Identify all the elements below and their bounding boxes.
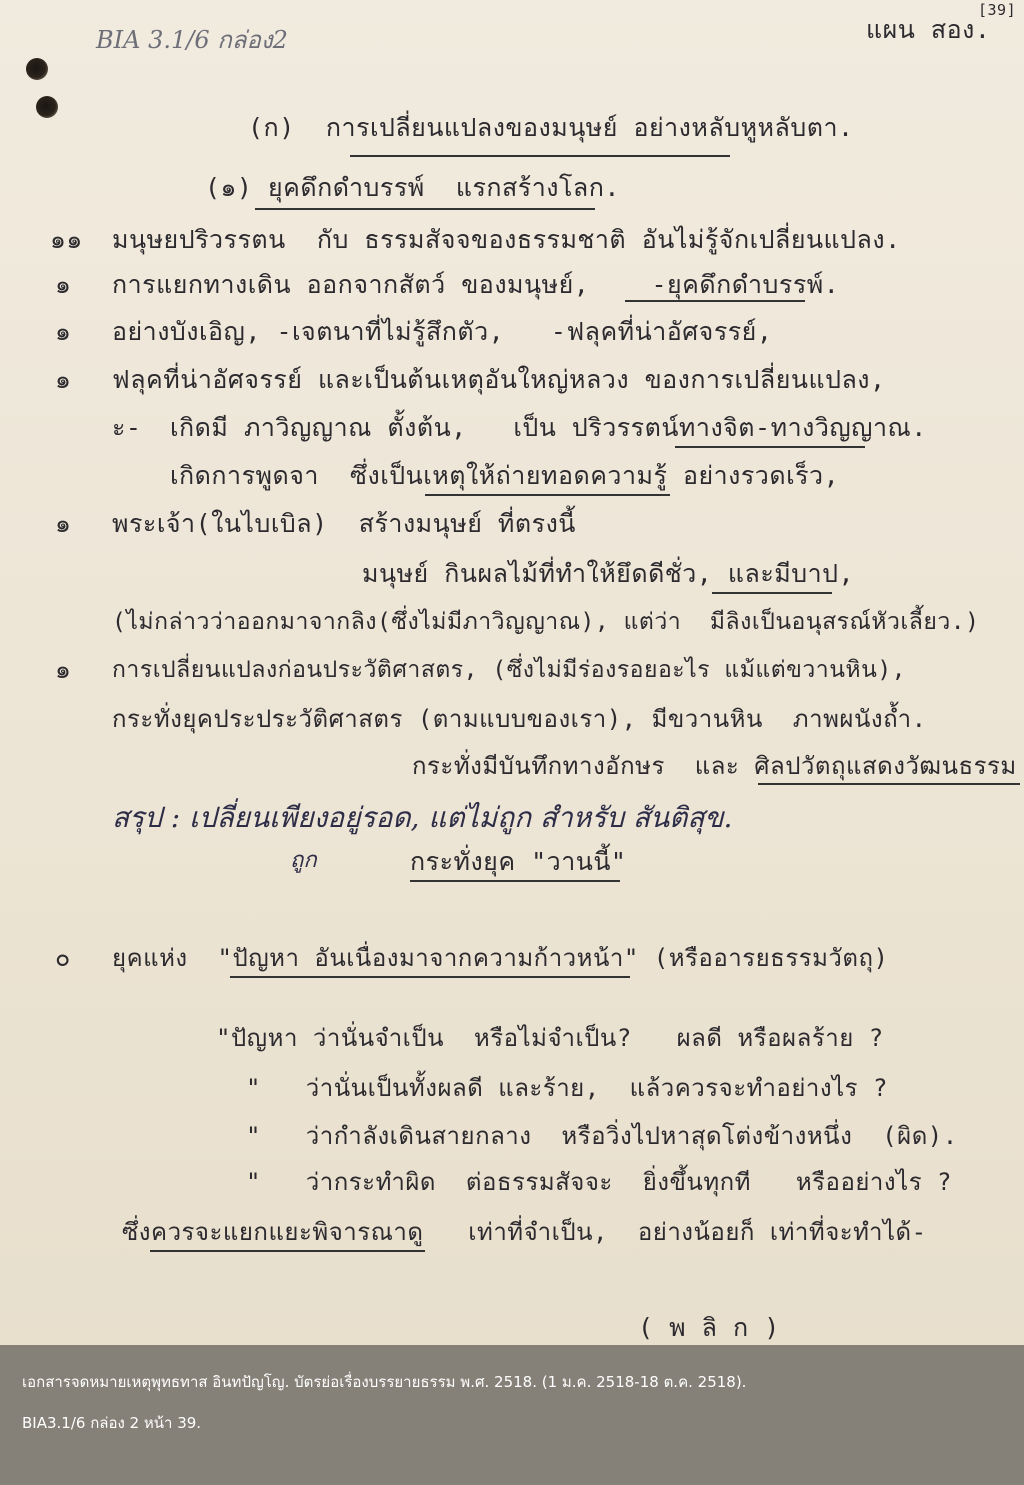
text-line: กระทั่งยุคประประวัติศาสตร (ตามแบบของเรา), มีขวานหิน ภาพผนังถ้ำ. [112,705,927,733]
section-subtitle: (๑) ยุคดึกดำบรรพ์ แรกสร้างโลก. [205,173,620,202]
caption-line: เอกสารจดหมายเหตุพุทธทาส อินทปัญโญ. บัตรย่อเรื่องบรรยายธรรม พ.ศ. 2518. (1 ม.ค. 2518-18 ต.ค. 2518). [22,1373,747,1391]
text-line: เกิดการพูดจา ซึ่งเป็นเหตุให้ถ่ายทอดความรู้ อย่างรวดเร็ว, [170,461,840,490]
page-number: [39] [978,1,1017,19]
line-mark: ๑ [55,270,72,299]
archive-caption [0,1345,1024,1485]
turn-page-note: ( พ ลิ ก ) [638,1313,780,1342]
underline [712,592,832,594]
question-line: "ปัญหา ว่านั่นจำเป็น หรือไม่จำเป็น? ผลดี หรือผลร้าย ? [216,1024,884,1052]
handwritten-correction: ถูก [290,848,317,873]
question-line: " ว่านั่นเป็นทั้งผลดี และร้าย, แล้วควรจะทำอย่างไร ? [246,1074,888,1102]
line-mark: ะ- [112,413,142,442]
underline [425,494,670,496]
line-mark: ๑ [55,365,72,394]
text-line: ยุคแห่ง "ปัญหา อันเนื่องมาจากความก้าวหน้า" (หรืออารยธรรมวัตถุ) [112,944,889,972]
page-label: แผน สอง. [866,15,991,44]
text-line: เกิดมี ภาวิญญาณ ตั้งต้น, เป็น ปริวรรตน์ทางจิต-ทางวิญญาณ. [170,413,927,442]
text-line: อย่างบังเอิญ, -เจตนาที่ไม่รู้สึกตัว, -ฟลุคที่น่าอัศจรรย์, [112,317,773,346]
text-line: มนุษย์ กินผลไม้ที่ทำให้ยึดดีชั่ว, และมีบาป, [362,559,855,588]
caption-reference: BIA3.1/6 กล่อง 2 หน้า 39. [22,1414,202,1432]
title-underline [350,155,730,157]
punch-hole [36,96,58,118]
underline [410,880,620,882]
text-line: ฟลุคที่น่าอัศจรรย์ และเป็นต้นเหตุอันใหญ่หลวง ของการเปลี่ยนแปลง, [112,365,886,394]
question-line: " ว่ากระทำผิด ต่อธรรมสัจจะ ยิ่งขึ้นทุกที หรืออย่างไร ? [246,1168,952,1196]
handwritten-summary: สรุป : เปลี่ยนเพียงอยู่รอด, แต่ไม่ถูก สำหรับ สันติสุข. [112,801,733,834]
text-line: กระทั่งมีบันทึกทางอักษร และ ศิลปวัตถุแสดงวัฒนธรรม [412,752,1017,780]
line-mark: ๑ [55,655,72,684]
underline [675,446,865,448]
summary-typed: กระทั่งยุค "วานนี้" [410,847,627,876]
text-line: มนุษยปริวรรตน กับ ธรรมสัจจของธรรมชาติ อันไม่รู้จักเปลี่ยนแปลง. [112,225,901,254]
line-mark: ๑ [55,509,72,538]
question-line: " ว่ากำลังเดินสายกลาง หรือวิ่งไปหาสุดโต่งข้างหนึ่ง (ผิด). [246,1122,958,1150]
closing-line: ซึ่งควรจะแยกแยะพิจารณาดู เท่าที่จำเป็น, อย่างน้อยก็ เท่าที่จะทำได้- [122,1218,927,1246]
text-line: การแยกทางเดิน ออกจากสัตว์ ของมนุษย์, -ยุคดึกดำบรรพ์. [112,270,840,299]
underline [150,1250,425,1252]
archive-note: BIA 3.1/6 กล่อง2 [96,26,288,54]
underline [230,976,630,978]
underline [758,783,1020,785]
text-line: (ไม่กล่าวว่าออกมาจากลิง(ซึ่งไม่มีภาวิญญาณ), แต่ว่า มีลิงเป็นอนุสรณ์หัวเลี้ยว.) [112,609,980,635]
line-mark: ๑๑ [50,225,83,254]
subtitle-underline [255,208,595,210]
section-title: (ก) การเปลี่ยนแปลงของมนุษย์ อย่างหลับหูหลับตา. [248,113,854,142]
punch-hole [26,58,48,80]
text-line: พระเจ้า(ในไบเบิล) สร้างมนุษย์ ที่ตรงนี้ [112,509,576,538]
line-mark: ๑ [55,317,72,346]
text-line: การเปลี่ยนแปลงก่อนประวัติศาสตร, (ซึ่งไม่มีร่องรอยอะไร แม้แต่ขวานหิน), [112,657,907,683]
line-mark: ๐ [55,943,71,972]
underline [625,300,805,302]
